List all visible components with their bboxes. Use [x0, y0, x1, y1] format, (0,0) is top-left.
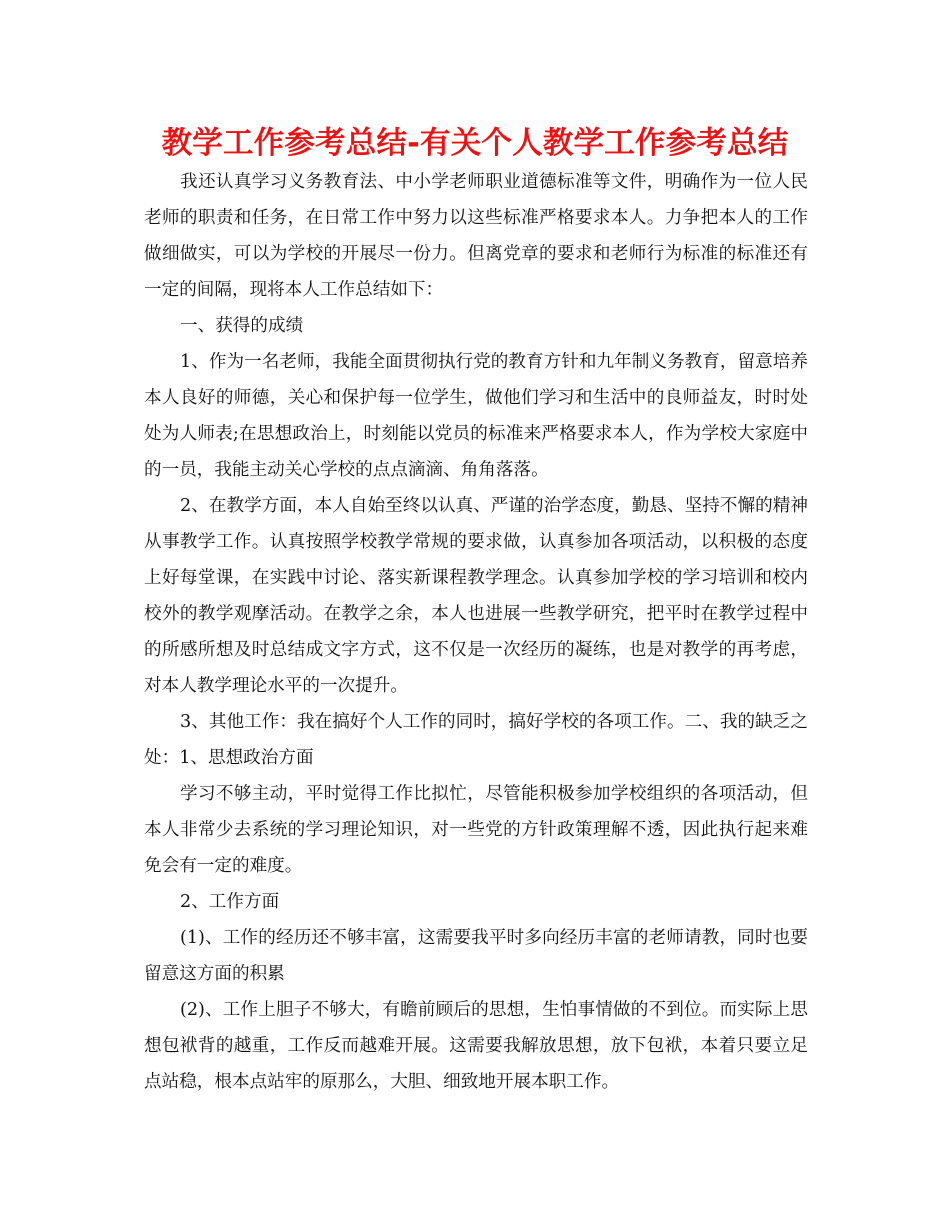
- paragraph-item-2: 2、在教学方面，本人自始至终以认真、严谨的治学态度，勤恳、坚持不懈的精神从事教学工作。认真按照学校教学常规的要求做，认真参加各项活动，以积极的态度上好每堂课，在实践中讨论、落实新课程教学理念。认真参加学校的学习培训和校内校外的教学观摩活动。在教学之余，本人也进展一些教学研究，把平时在教学过程中的所感所想及时总结成文字方式，这不仅是一次经历的凝练，也是对教学的再考虑，对本人教学理论水平的一次提升。: [144, 496, 808, 696]
- paragraph-work-point-2: (2)、工作上胆子不够大，有瞻前顾后的思想，生怕事情做的不到位。而实际上思想包袱背的越重，工作反而越难开展。这需要我解放思想，放下包袱，本着只要立足点站稳，根本点站牢的原那么，大胆、细致地开展本职工作。: [144, 1000, 808, 1092]
- heading-work-aspect: 2、工作方面: [180, 892, 280, 912]
- paragraph-item-3: 3、其他工作：我在搞好个人工作的同时，搞好学校的各项工作。二、我的缺乏之处：1、思想政治方面: [144, 712, 808, 768]
- paragraph-intro: 我还认真学习义务教育法、中小学老师职业道德标准等文件，明确作为一位人民老师的职责和任务，在日常工作中努力以这些标准严格要求本人。力争把本人的工作做细做实，可以为学校的开展尽一份力。但离党章的要求和老师行为标准的标准还有一定的间隔，现将本人工作总结如下：: [144, 172, 808, 300]
- paragraph-item-1: 1、作为一名老师，我能全面贯彻执行党的教育方针和九年制义务教育，留意培养本人良好的师德，关心和保护每一位学生，做他们学习和生活中的良师益友，时时处处为人师表;在思想政治上，时刻能以党员的标准来严格要求本人，作为学校大家庭中的一员，我能主动关心学校的点点滴滴、角角落落。: [144, 352, 808, 480]
- heading-achievements: 一、获得的成绩: [180, 316, 304, 336]
- document-title: 教学工作参考总结-有关个人教学工作参考总结: [161, 126, 789, 161]
- paragraph-work-point-1: (1)、工作的经历还不够丰富，这需要我平时多向经历丰富的老师请教，同时也要留意这方面的积累: [144, 928, 808, 984]
- paragraph-shortcomings-study: 学习不够主动，平时觉得工作比拟忙，尽管能积极参加学校组织的各项活动，但本人非常少去系统的学习理论知识，对一些党的方针政策理解不透，因此执行起来难免会有一定的难度。: [144, 784, 808, 876]
- document-body: [144, 164, 808, 1100]
